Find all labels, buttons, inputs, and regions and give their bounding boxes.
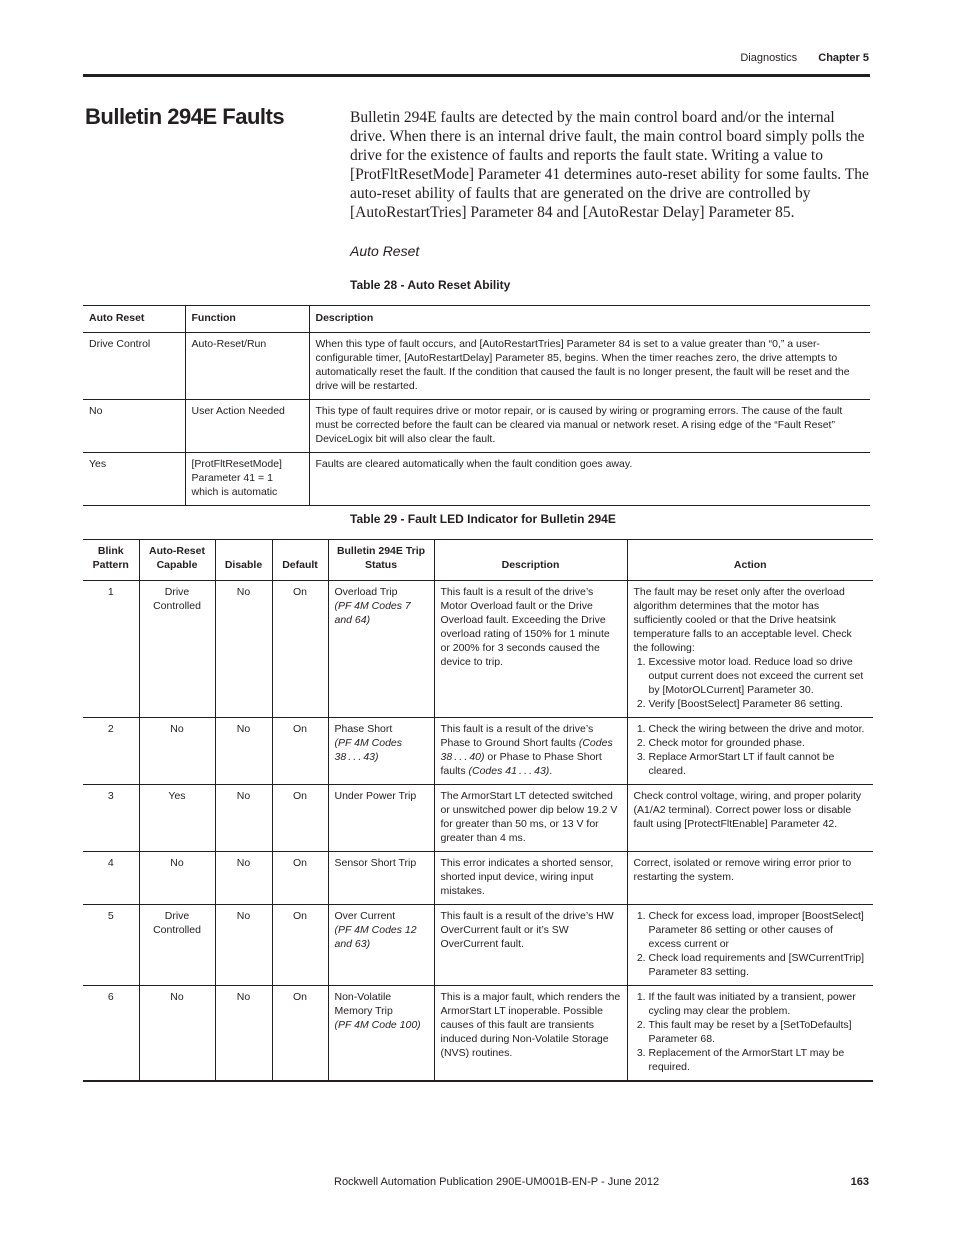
table-row [83, 333, 870, 400]
action-item: 1. Check for excess load, improper [BoostSelect] Parameter 86 setting or other causes of excess current or [649, 909, 868, 951]
trip-note: (PF 4M Codes 7 and 64) [334, 600, 411, 626]
action-item: 2. Check motor for grounded phase. [649, 736, 868, 750]
table-header-row [83, 540, 873, 581]
table28-caption: Table 28 - Auto Reset Ability [350, 278, 511, 292]
page-number: 163 [850, 1176, 869, 1188]
table29-caption: Table 29 - Fault LED Indicator for Bulletin 294E [350, 512, 616, 526]
action-item: 1. If the fault was initiated by a transient, power cycling may clear the problem. [649, 990, 868, 1018]
col-header: Description [309, 306, 870, 333]
cell-trip-status [328, 852, 434, 905]
action-item: 2. Verify [BoostSelect] Parameter 86 setting. [649, 697, 868, 711]
cell-description: This fault is a result of the drive’s HW OverCurrent fault or it’s SW OverCurrent fault. [434, 905, 627, 986]
cell-disable: No [215, 852, 272, 905]
cell-disable: No [215, 581, 272, 718]
cell-disable: No [215, 718, 272, 785]
col-header: Auto-Reset Capable [139, 540, 215, 581]
cell-auto-reset: No [139, 852, 215, 905]
cell-function: [ProtFltResetMode] Parameter 41 = 1 which is automatic [185, 453, 309, 506]
trip-note: (PF 4M Codes 38 . . . 43) [334, 737, 402, 763]
cell-description: This is a major fault, which renders the ArmorStart LT inoperable. Possible causes of this fault are transients induced during Non-Volatile Storage (NVS) routines. [434, 986, 627, 1082]
intro-paragraph: Bulletin 294E faults are detected by the main control board and/or the internal drive. When there is an internal drive fault, the main control board simply polls the drive for the existence of faults and reports the fault state. Writing a value to [ProtFltResetMode] Parameter 41 determines auto-reset ability for some faults. The auto-reset ability of faults that are generated on the drive are controlled by [AutoRestartTries] Parameter 84 and [AutoRestar Delay] Parameter 85. [350, 109, 869, 221]
cell-auto-reset: Yes [83, 453, 185, 506]
cell-action [627, 986, 873, 1082]
table-row [83, 986, 873, 1082]
trip-note: (PF 4M Code 100) [334, 1019, 421, 1031]
action-item: 2. This fault may be reset by a [SetToDefaults] Parameter 68. [649, 1018, 868, 1046]
desc-part: . [549, 765, 553, 777]
trip-name: Non-Volatile Memory Trip [334, 991, 393, 1017]
subhead-auto-reset: Auto Reset [350, 243, 420, 259]
cell-default: On [272, 718, 328, 785]
desc-part: or Phase to Phase Short faults [440, 751, 602, 777]
cell-action: Correct, isolated or remove wiring error prior to restarting the system. [627, 852, 873, 905]
cell-auto-reset: Drive Controlled [139, 905, 215, 986]
cell-description: This type of fault requires drive or motor repair, or is caused by wiring or programing errors. The cause of the fault must be corrected before the fault can be cleared via manual or network reset. A rising edge of the “Fault Reset” DeviceLogix bit will also clear the fault. [309, 400, 870, 453]
action-list [634, 655, 868, 711]
trip-name: Phase Short [334, 723, 393, 735]
auto-reset-table [83, 305, 870, 506]
cell-action [627, 905, 873, 986]
table-row [83, 852, 873, 905]
col-header: Bulletin 294E Trip Status [328, 540, 434, 581]
cell-disable: No [215, 986, 272, 1082]
trip-note: (PF 4M Codes 12 and 63) [334, 924, 417, 950]
action-text: The fault may be reset only after the overload algorithm determines that the motor has sufficiently cooled or that the Drive heatsink temperature falls to an acceptable level. Check the following: [633, 586, 852, 654]
cell-default: On [272, 986, 328, 1082]
cell-auto-reset: Yes [139, 785, 215, 852]
action-list [634, 990, 868, 1074]
action-item: 3. Replace ArmorStart LT if fault cannot be cleared. [649, 750, 868, 778]
cell-description [434, 718, 627, 785]
running-header [740, 52, 869, 64]
cell-trip-status [328, 905, 434, 986]
cell-default: On [272, 785, 328, 852]
cell-auto-reset: No [83, 400, 185, 453]
cell-trip-status [328, 718, 434, 785]
cell-blink: 6 [83, 986, 139, 1082]
table-row [83, 453, 870, 506]
header-rule [83, 74, 870, 77]
cell-action [627, 718, 873, 785]
table-row [83, 905, 873, 986]
col-header: Description [434, 540, 627, 581]
trip-name: Under Power Trip [334, 790, 417, 802]
trip-name: Sensor Short Trip [334, 857, 417, 869]
cell-description: The ArmorStart LT detected switched or unswitched power dip below 19.2 V for greater than 50 ms, or 13 V for greater than 4 ms. [434, 785, 627, 852]
cell-action: Check control voltage, wiring, and proper polarity (A1/A2 terminal). Correct power loss or disable fault using [ProtectFltEnable] Parameter 42. [627, 785, 873, 852]
cell-auto-reset: Drive Control [83, 333, 185, 400]
cell-description: When this type of fault occurs, and [AutoRestartTries] Parameter 84 is set to a value greater than “0,” a user-configurable timer, [AutoRestartDelay] Parameter 85, begins. When the timer reaches zero, the drive attempts to automatically reset the fault. If the condition that caused the fault is no longer present, the fault will be reset and the drive will be restarted. [309, 333, 870, 400]
cell-description: This fault is a result of the drive’s Motor Overload fault or the Drive Overload fault. Exceeding the Drive overload rating of 150% for 1 minute or 200% for 3 seconds caused the device to trip. [434, 581, 627, 718]
page-title: Bulletin 294E Faults [85, 104, 285, 129]
cell-default: On [272, 852, 328, 905]
table-row [83, 581, 873, 718]
cell-trip-status [328, 986, 434, 1082]
cell-function: User Action Needed [185, 400, 309, 453]
cell-blink: 3 [83, 785, 139, 852]
desc-part: This fault is a result of the drive’s Phase to Ground Short faults [440, 723, 594, 749]
action-item: 3. Replacement of the ArmorStart LT may be required. [649, 1046, 868, 1074]
col-header: Default [272, 540, 328, 581]
action-item: 1. Check the wiring between the drive and motor. [649, 722, 868, 736]
action-list [634, 722, 868, 778]
fault-led-table [83, 539, 873, 1082]
cell-trip-status [328, 785, 434, 852]
desc-part: (Codes 38 . . . 40) [440, 737, 613, 763]
cell-description: Faults are cleared automatically when the fault condition goes away. [309, 453, 870, 506]
cell-description: This error indicates a shorted sensor, shorted input device, wiring input mistakes. [434, 852, 627, 905]
cell-auto-reset: No [139, 718, 215, 785]
action-item: 2. Check load requirements and [SWCurrentTrip] Parameter 83 setting. [649, 951, 868, 979]
table-row [83, 718, 873, 785]
cell-disable: No [215, 905, 272, 986]
cell-blink: 5 [83, 905, 139, 986]
table-header-row [83, 306, 870, 333]
trip-name: Over Current [334, 910, 396, 922]
cell-disable: No [215, 785, 272, 852]
header-chapter: Chapter 5 [818, 52, 869, 64]
cell-blink: 1 [83, 581, 139, 718]
cell-auto-reset: No [139, 986, 215, 1082]
table-row [83, 785, 873, 852]
col-header: Auto Reset [83, 306, 185, 333]
cell-function: Auto-Reset/Run [185, 333, 309, 400]
cell-default: On [272, 905, 328, 986]
footer-publication: Rockwell Automation Publication 290E-UM001B-EN-P - June 2012 [334, 1176, 660, 1188]
cell-blink: 4 [83, 852, 139, 905]
trip-name: Overload Trip [334, 586, 398, 598]
action-list [634, 909, 868, 979]
col-header: Action [627, 540, 873, 581]
header-section: Diagnostics [740, 52, 798, 64]
action-item: 1. Excessive motor load. Reduce load so drive output current does not exceed the current set by [MotorOLCurrent] Parameter 30. [649, 655, 868, 697]
col-header: Disable [215, 540, 272, 581]
col-header: Blink Pattern [83, 540, 139, 581]
cell-auto-reset: Drive Controlled [139, 581, 215, 718]
cell-trip-status [328, 581, 434, 718]
col-header: Function [185, 306, 309, 333]
cell-action [627, 581, 873, 718]
cell-default: On [272, 581, 328, 718]
cell-blink: 2 [83, 718, 139, 785]
table-row [83, 400, 870, 453]
desc-part: (Codes 41 . . . 43) [468, 765, 550, 777]
